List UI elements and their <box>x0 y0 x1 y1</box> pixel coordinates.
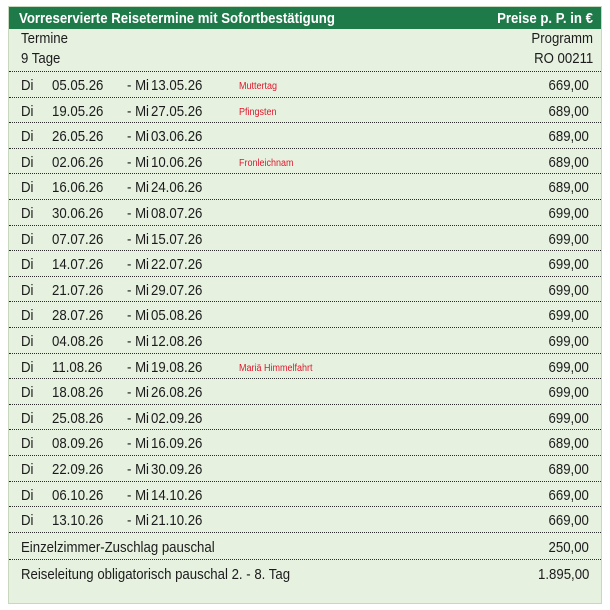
return-date: 22.07.26 <box>151 256 203 274</box>
row-price: 689,00 <box>548 179 589 197</box>
departure-date: 21.07.26 <box>52 281 104 299</box>
departure-date: 19.05.26 <box>52 102 104 120</box>
return-date: 29.07.26 <box>151 281 203 299</box>
row-price: 689,00 <box>548 435 589 453</box>
departure-weekday: Di <box>21 307 34 325</box>
return-weekday: - Mi <box>127 435 149 453</box>
departure-weekday: Di <box>21 486 34 504</box>
departure-weekday: Di <box>21 179 34 197</box>
departure-date: 25.08.26 <box>52 409 104 427</box>
row-price: 669,00 <box>548 486 589 504</box>
departure-date: 06.10.26 <box>52 486 104 504</box>
return-weekday: - Mi <box>127 512 149 530</box>
program-code: RO 00211 <box>533 50 593 67</box>
return-date: 13.05.26 <box>151 77 203 94</box>
return-date: 15.07.26 <box>151 230 203 248</box>
return-date: 10.06.26 <box>151 153 203 171</box>
row-price: 689,00 <box>548 153 589 171</box>
departure-date: 05.05.26 <box>52 77 104 94</box>
surcharge-value: 250,00 <box>548 538 589 556</box>
return-date: 21.10.26 <box>151 512 203 530</box>
return-weekday: - Mi <box>127 281 149 299</box>
row-price: 669,00 <box>548 512 589 530</box>
return-weekday: - Mi <box>127 307 149 325</box>
departure-weekday: Di <box>21 512 34 530</box>
return-weekday: - Mi <box>127 128 149 146</box>
row-price: 699,00 <box>548 307 589 325</box>
surcharge-row <box>9 532 601 559</box>
return-weekday: - Mi <box>127 77 149 94</box>
table-header <box>9 7 601 29</box>
return-weekday: - Mi <box>127 384 149 402</box>
surcharge-row <box>9 559 601 586</box>
table-row <box>9 199 601 225</box>
row-price: 699,00 <box>548 332 589 350</box>
departure-date: 22.09.26 <box>52 460 104 478</box>
table-row <box>9 506 601 532</box>
termine-label: Termine <box>21 30 68 47</box>
table-row <box>9 327 601 353</box>
return-date: 08.07.26 <box>151 204 203 222</box>
holiday-note: Pfingsten <box>239 106 277 118</box>
departure-weekday: Di <box>21 256 34 274</box>
return-date: 19.08.26 <box>151 358 203 376</box>
return-date: 26.08.26 <box>151 384 203 402</box>
departure-date: 14.07.26 <box>52 256 104 274</box>
departure-date: 16.06.26 <box>52 179 104 197</box>
departure-weekday: Di <box>21 358 34 376</box>
row-price: 699,00 <box>548 409 589 427</box>
return-date: 16.09.26 <box>151 435 203 453</box>
program-info <box>21 49 593 69</box>
departure-weekday: Di <box>21 435 34 453</box>
departure-weekday: Di <box>21 128 34 146</box>
surcharge-value: 1.895,00 <box>537 565 589 583</box>
price-table <box>8 6 602 604</box>
holiday-note: Fronleichnam <box>239 157 294 169</box>
departure-date: 04.08.26 <box>52 332 104 350</box>
row-price: 699,00 <box>548 358 589 376</box>
departure-weekday: Di <box>21 460 34 478</box>
departure-date: 26.05.26 <box>52 128 104 146</box>
return-weekday: - Mi <box>127 460 149 478</box>
programm-label: Programm <box>531 30 593 47</box>
table-row <box>9 250 601 276</box>
departure-weekday: Di <box>21 230 34 248</box>
departure-date: 11.08.26 <box>52 358 103 376</box>
departure-weekday: Di <box>21 332 34 350</box>
departure-weekday: Di <box>21 77 34 94</box>
departure-weekday: Di <box>21 204 34 222</box>
table-row <box>9 455 601 481</box>
table-row <box>9 148 601 174</box>
row-price: 699,00 <box>548 384 589 402</box>
row-price: 689,00 <box>548 128 589 146</box>
holiday-note: Muttertag <box>239 81 278 92</box>
row-price: 699,00 <box>548 204 589 222</box>
holiday-note: Mariä Himmelfahrt <box>239 362 313 374</box>
row-price: 699,00 <box>548 230 589 248</box>
return-date: 27.05.26 <box>151 102 203 120</box>
surcharge-label: Reiseleitung obligatorisch pauschal 2. - 8. Tag <box>21 565 291 583</box>
table-row <box>9 173 601 199</box>
table-row <box>9 301 601 327</box>
table-row <box>9 429 601 455</box>
departure-weekday: Di <box>21 281 34 299</box>
departure-weekday: Di <box>21 153 34 171</box>
row-price: 699,00 <box>548 256 589 274</box>
row-price: 689,00 <box>548 102 589 120</box>
departure-date: 30.06.26 <box>52 204 104 222</box>
departure-weekday: Di <box>21 409 34 427</box>
table-row <box>9 353 601 379</box>
departure-date: 07.07.26 <box>52 230 104 248</box>
return-date: 14.10.26 <box>151 486 203 504</box>
price-note: Preise p. P. in € <box>497 9 593 27</box>
column-headers <box>21 29 593 49</box>
return-weekday: - Mi <box>127 153 149 171</box>
return-date: 02.09.26 <box>151 409 203 427</box>
table-row <box>9 378 601 404</box>
return-weekday: - Mi <box>127 409 149 427</box>
row-price: 699,00 <box>548 281 589 299</box>
return-weekday: - Mi <box>127 486 149 504</box>
return-date: 03.06.26 <box>151 128 203 146</box>
surcharge-label: Einzelzimmer-Zuschlag pauschal <box>21 538 215 556</box>
duration-label: 9 Tage <box>21 50 61 67</box>
departure-date: 13.10.26 <box>52 512 104 530</box>
return-date: 05.08.26 <box>151 307 203 325</box>
surcharge-rows <box>9 532 601 586</box>
departure-date: 28.07.26 <box>52 307 104 325</box>
table-row <box>9 122 601 148</box>
departure-date: 18.08.26 <box>52 384 104 402</box>
departure-date: 08.09.26 <box>52 435 104 453</box>
return-date: 24.06.26 <box>151 179 203 197</box>
return-date: 12.08.26 <box>151 332 203 350</box>
row-price: 689,00 <box>548 460 589 478</box>
table-row <box>9 225 601 251</box>
return-weekday: - Mi <box>127 204 149 222</box>
date-rows <box>9 71 601 532</box>
return-weekday: - Mi <box>127 332 149 350</box>
table-row <box>9 481 601 507</box>
table-row <box>9 97 601 123</box>
table-row <box>9 404 601 430</box>
departure-date: 02.06.26 <box>52 153 104 171</box>
departure-weekday: Di <box>21 384 34 402</box>
table-row <box>9 71 601 97</box>
table-title: Vorreservierte Reisetermine mit Sofortbestätigung <box>19 9 335 27</box>
return-weekday: - Mi <box>127 256 149 274</box>
row-price: 669,00 <box>548 77 589 94</box>
table-row <box>9 276 601 302</box>
return-weekday: - Mi <box>127 102 149 120</box>
return-weekday: - Mi <box>127 358 149 376</box>
return-weekday: - Mi <box>127 230 149 248</box>
return-weekday: - Mi <box>127 179 149 197</box>
return-date: 30.09.26 <box>151 460 203 478</box>
departure-weekday: Di <box>21 102 34 120</box>
table-subheader <box>9 29 601 69</box>
